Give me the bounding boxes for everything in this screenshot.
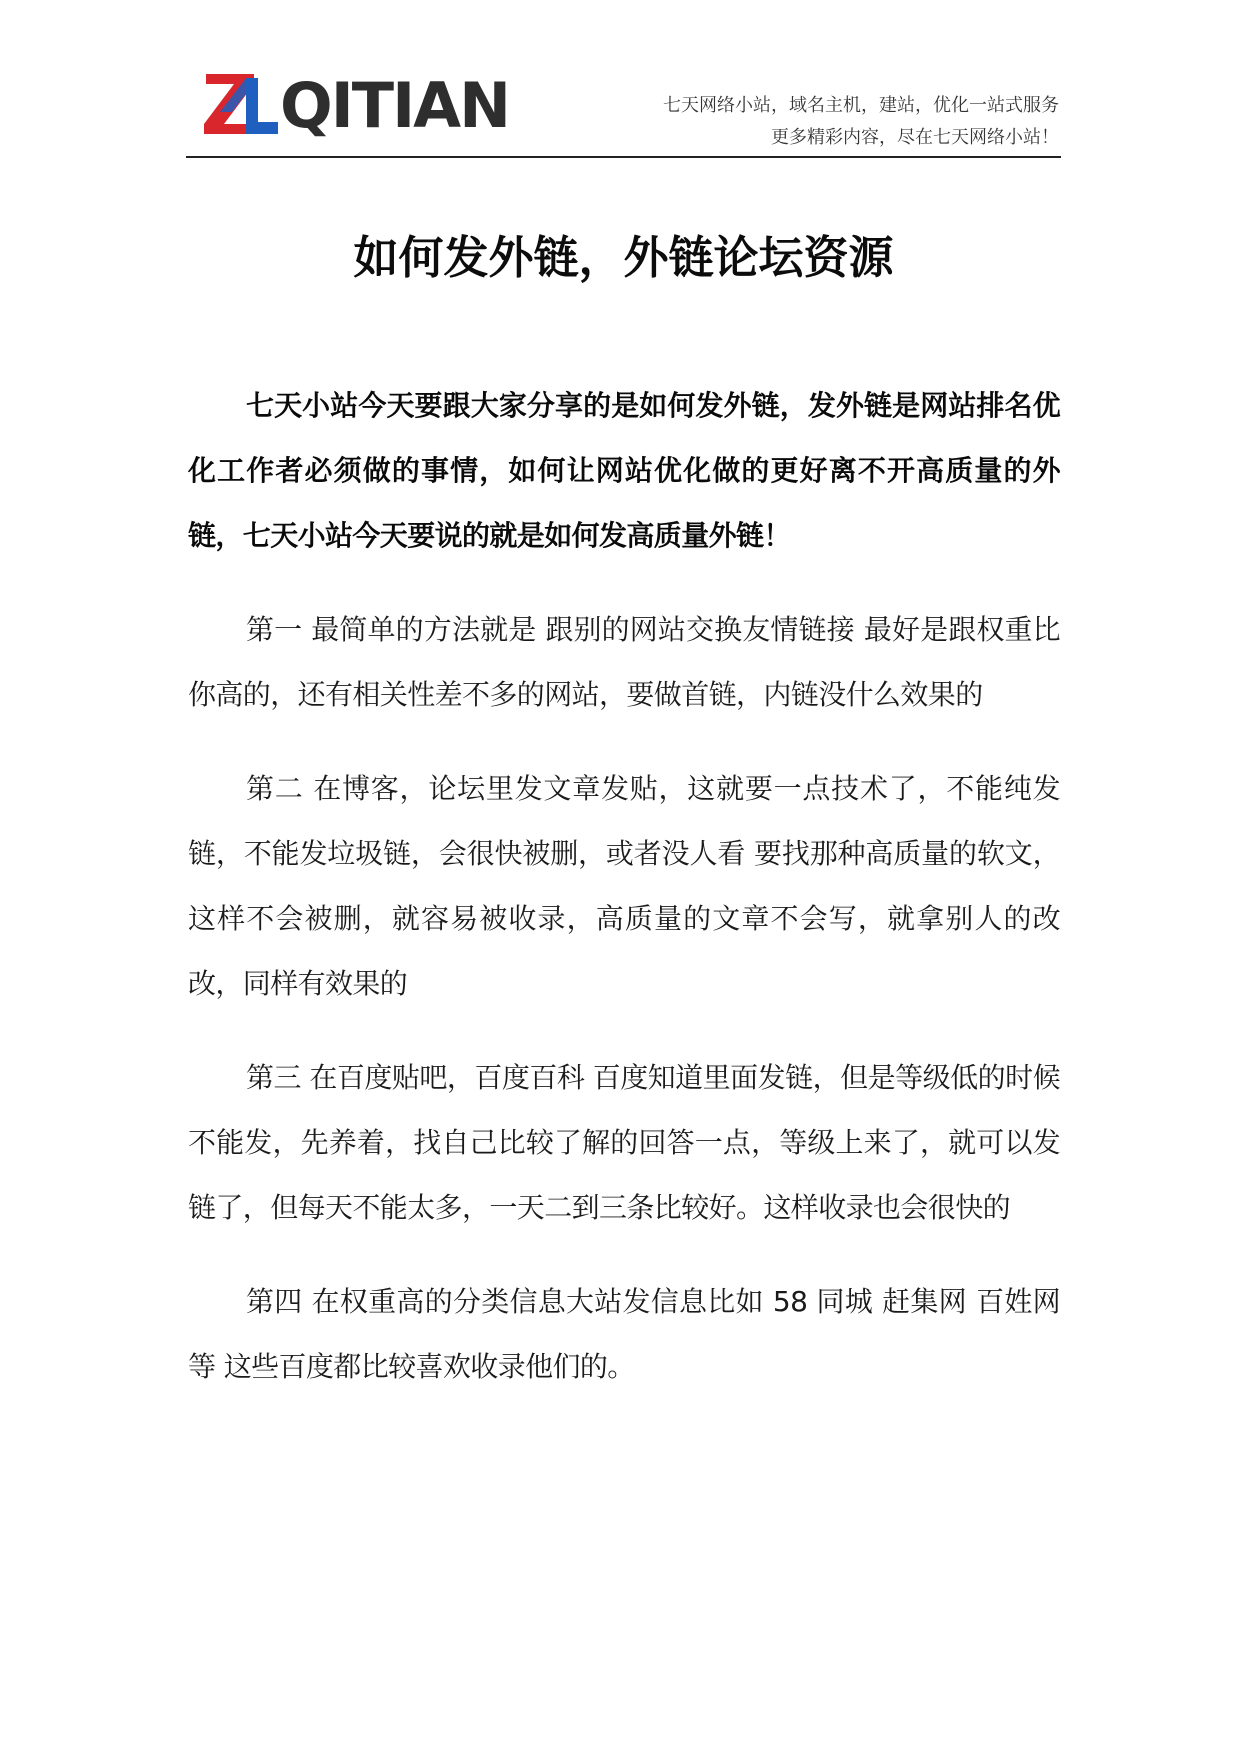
paragraph-1: 第一 最简单的方法就是 跟别的网站交换友情链接 最好是跟权重比你高的，还有相关性差不多的网站，要做首链，内链没什么效果的 [188,613,1060,711]
article-body [188,373,1060,1428]
logo-text: QITIAN [280,69,510,142]
site-logo [202,68,510,142]
page-header [186,62,1061,158]
paragraph-4: 第四 在权重高的分类信息大站发信息比如 58 同城 赶集网 百姓网等 这些百度都比较喜欢收录他们的。 [188,1285,1060,1383]
tagline-line-1: 七天网络小站，域名主机，建站，优化一站式服务 [663,95,1059,116]
intro-paragraph: 七天小站今天要跟大家分享的是如何发外链，发外链是网站排名优化工作者必须做的事情，如何让网站优化做的更好离不开高质量的外链，七天小站今天要说的就是如何发高质量外链！ [188,389,1060,552]
logo-zl-mark-icon [202,68,282,140]
tagline-line-2: 更多精彩内容，尽在七天网络小站！ [771,127,1059,148]
paragraph-3: 第三 在百度贴吧，百度百科 百度知道里面发链，但是等级低的时候不能发，先养着，找自己比较了解的回答一点，等级上来了，就可以发链了，但每天不能太多，一天二到三条比较好。这样收录也会很快的 [188,1061,1060,1224]
article-title: 如何发外链，外链论坛资源 [353,231,894,284]
paragraph-2: 第二 在博客，论坛里发文章发贴，这就要一点技术了，不能纯发链，不能发垃圾链，会很快被删，或者没人看 要找那种高质量的软文，这样不会被删，就容易被收录，高质量的文章不会写，就拿别人的改改，同样有效果的 [188,772,1060,1000]
header-tagline [663,90,1059,154]
